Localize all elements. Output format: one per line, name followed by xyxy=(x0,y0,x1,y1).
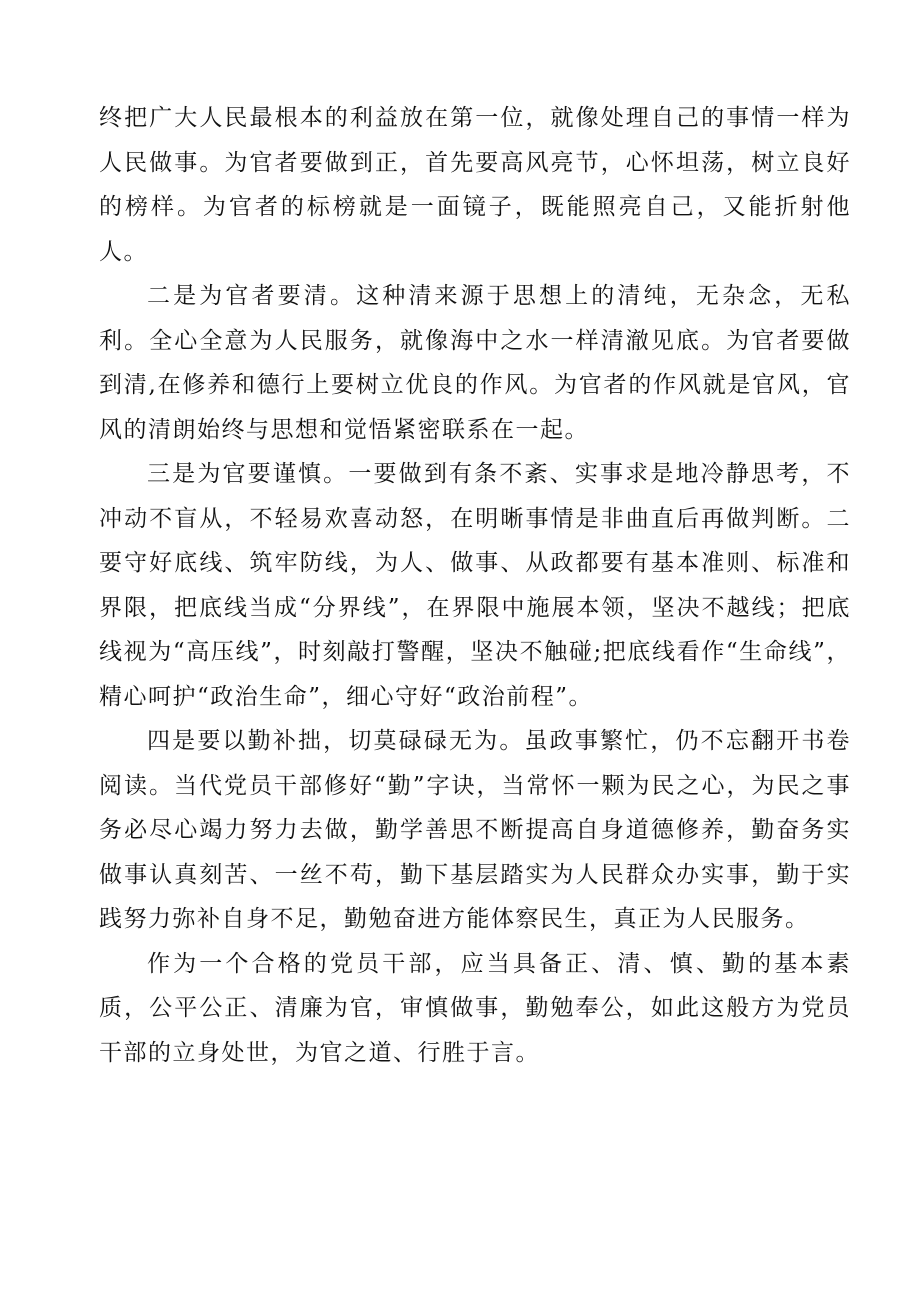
paragraph-continuation: 终把广大人民最根本的利益放在第一位，就像处理自己的事情一样为人民做事。为官者要做到正，首先要高风亮节，心怀坦荡，树立良好的榜样。为官者的标榜就是一面镜子，既能照亮自己，又能折射他人。 xyxy=(99,105,851,265)
paragraph-point-two: 二是为官者要清。这种清来源于思想上的清纯，无杂念，无私利。全心全意为人民服务，就像海中之水一样清澈见底。为官者要做到清,在修养和德行上要树立优良的作风。为官者的作风就是官风，官风的清朗始终与思想和觉悟紧密联系在一起。 xyxy=(99,283,851,443)
paragraph-point-four: 四是要以勤补拙，切莫碌碌无为。虽政事繁忙，仍不忘翻开书卷阅读。当代党员干部修好“勤”字诀，当常怀一颗为民之心，为民之事务必尽心竭力努力去做，勤学善思不断提高自身道德修养，勤奋务实做事认真刻苦、一丝不苟，勤下基层踏实为人民群众办实事，勤于实践努力弥补自身不足，勤勉奋进方能体察民生，真正为人民服务。 xyxy=(99,728,851,932)
paragraph-conclusion: 作为一个合格的党员干部，应当具备正、清、慎、勤的基本素质，公平公正、清廉为官，审慎做事，勤勉奉公，如此这般方为党员干部的立身处世，为官之道、行胜于言。 xyxy=(99,950,851,1066)
paragraph-point-three: 三是为官要谨慎。一要做到有条不紊、实事求是地冷静思考，不冲动不盲从，不轻易欢喜动怒，在明晰事情是非曲直后再做判断。二要守好底线、筑牢防线，为人、做事、从政都要有基本准则、标准和界限，把底线当成“分界线”，在界限中施展本领，坚决不越线；把底线视为“高压线”，时刻敲打警醒，坚决不触碰;把底线看作“生命线”，精心呵护“政治生命”，细心守好“政治前程”。 xyxy=(99,461,851,710)
document-body xyxy=(99,96,851,1075)
